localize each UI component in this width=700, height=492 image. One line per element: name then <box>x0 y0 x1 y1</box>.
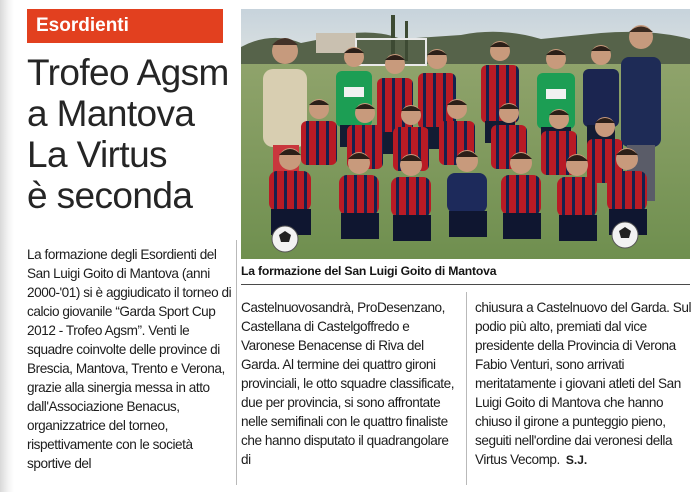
team-photo <box>241 9 690 259</box>
headline <box>27 52 232 216</box>
headline-line: è seconda <box>27 175 193 216</box>
section-tag: Esordienti <box>27 9 223 43</box>
caption-rule <box>241 284 690 285</box>
column-divider <box>466 292 467 485</box>
headline-line: Trofeo Agsm <box>27 52 229 93</box>
photo-caption: La formazione del San Luigi Goito di Mantova <box>241 264 497 278</box>
article-column-1: La formazione degli Esordienti del San Luigi Goito di Mantova (anni 2000-'01) si è aggiudicato il torneo di calcio giovanile “Garda Sport Cup 2012 - Trofeo Agsm”. Venti le squadre coinvolte delle province di Brescia, Mantova, Trento e Verona, grazie alla sinergia messa in atto dall'Associazione Benacus, organizzatrice del torneo, rispettivamente con le società sportive del <box>27 247 232 471</box>
article-column-3-text: chiusura a Castelnuovo del Garda. Sul podio più alto, premiati dal vice presidente della Provincia di Verona Fabio Venturi, sono arrivati meritatamente i giovani atleti del San Luigi Goito di Mantova che hanno chiuso il girone a punteggio pieno, seguiti nell'ordine dai veronesi della Virtus Vecomp. <box>475 300 692 467</box>
headline-line: La Virtus <box>27 134 167 175</box>
page-fold-shadow <box>0 0 14 492</box>
column-divider <box>236 240 237 485</box>
article-column-3 <box>475 298 693 470</box>
author-signature: S.J. <box>565 453 588 467</box>
article-column-2: Castelnuovosandrà, ProDesenzano, Castellana di Castelgoffredo e Varonese Benacense di Riva del Garda. Al termine dei quattro gironi provinciali, le otto squadre classificate, due per provincia, si sono affrontate nelle semifinali con le quattro finaliste che hanno disputato il quadrangolare di <box>241 300 455 467</box>
headline-line: a Mantova <box>27 93 195 134</box>
